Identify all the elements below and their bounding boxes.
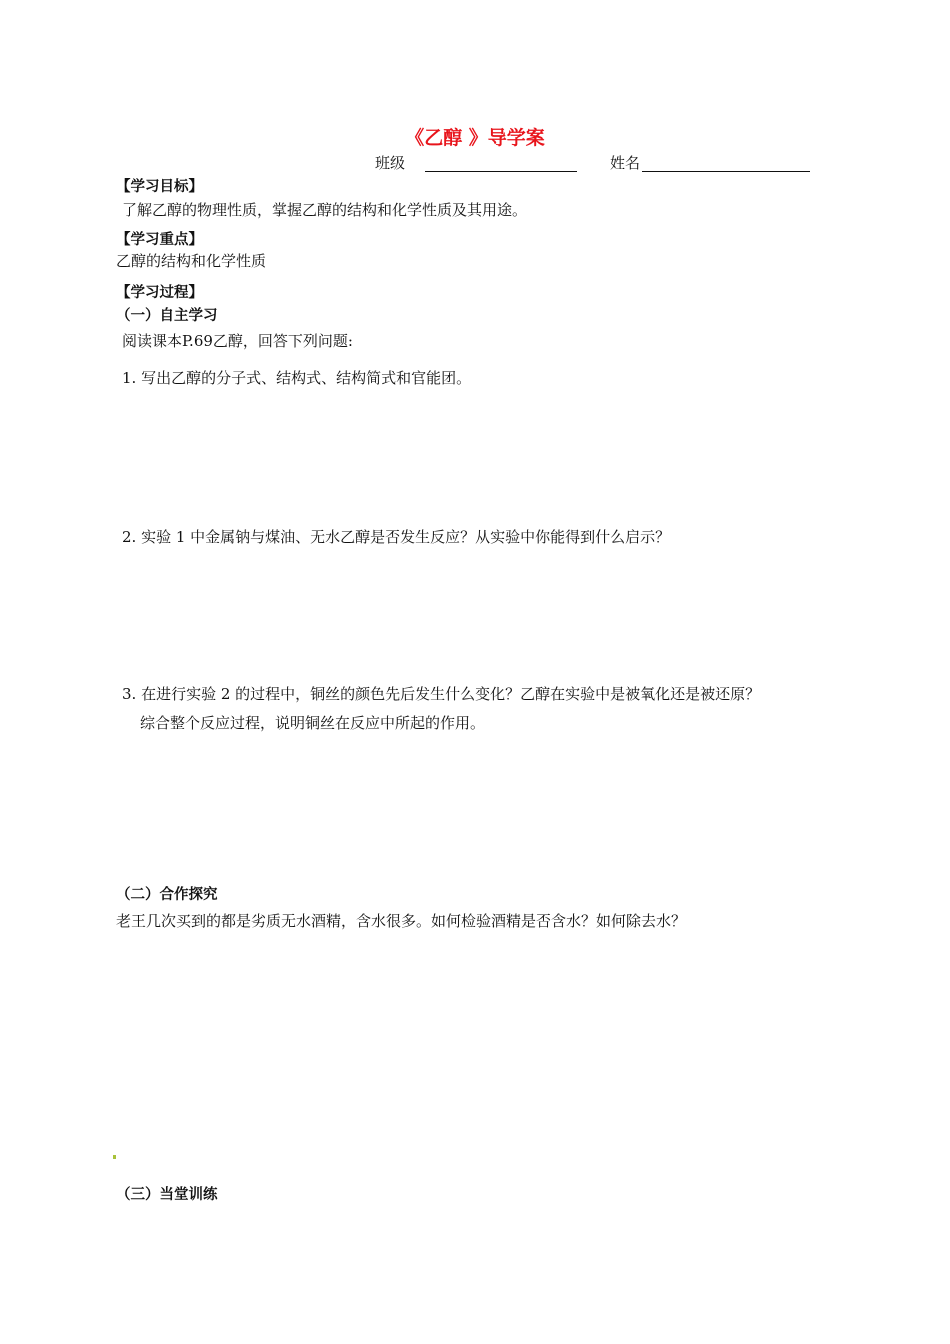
class-label: 班级 xyxy=(375,154,406,172)
cooperation-text: 老王几次买到的都是劣质无水酒精，含水很多。如何检验酒精是否含水？如何除去水？ xyxy=(116,912,687,930)
key-points-heading: 【学习重点】 xyxy=(116,232,203,248)
page-title: 《乙醇 》导学案 xyxy=(405,127,545,149)
cooperation-heading: （二）合作探究 xyxy=(116,887,218,903)
process-heading: 【学习过程】 xyxy=(116,285,203,301)
self-study-intro: 阅读课本P.69乙醇，回答下列问题: xyxy=(122,332,353,350)
objectives-text: 了解乙醇的物理性质，掌握乙醇的结构和化学性质及其用途。 xyxy=(122,201,528,219)
self-study-heading: （一）自主学习 xyxy=(116,308,218,324)
question-1: 1. 写出乙醇的分子式、结构式、结构简式和官能团。 xyxy=(122,369,472,387)
objectives-heading: 【学习目标】 xyxy=(116,179,203,195)
question-3-continued: 综合整个反应过程，说明铜丝在反应中所起的作用。 xyxy=(140,714,486,732)
name-blank-line xyxy=(642,171,810,172)
class-blank-line xyxy=(425,171,577,172)
question-2: 2. 实验 1 中金属钠与煤油、无水乙醇是否发生反应？从实验中你能得到什么启示？ xyxy=(122,528,671,546)
key-points-text: 乙醇的结构和化学性质 xyxy=(116,252,267,270)
stray-mark xyxy=(113,1155,116,1159)
question-3: 3. 在进行实验 2 的过程中，铜丝的颜色先后发生什么变化？乙醇在实验中是被氧化还是被还原？ xyxy=(122,685,761,703)
name-label: 姓名 xyxy=(610,154,641,172)
practice-heading: （三）当堂训练 xyxy=(116,1187,218,1203)
